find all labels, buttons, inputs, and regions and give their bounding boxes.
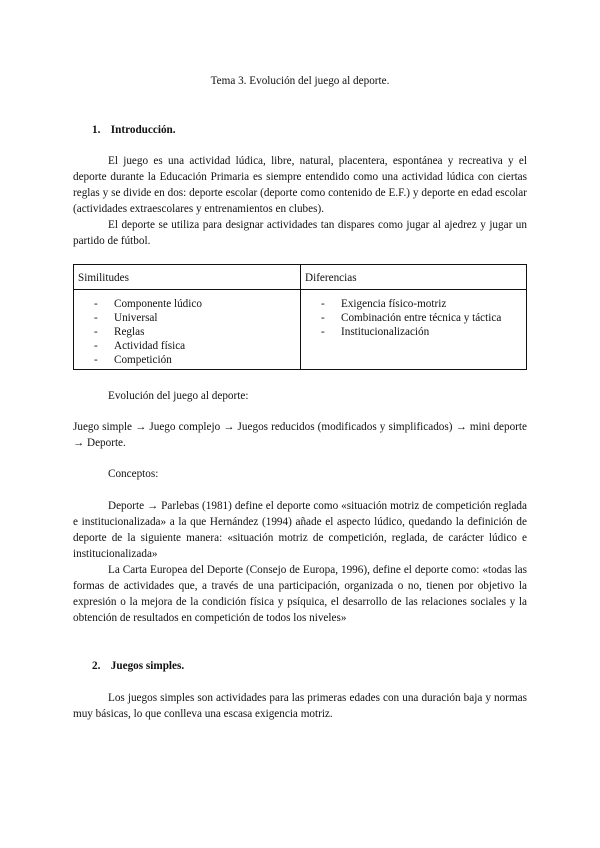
list-item: - Componente lúdico [94, 297, 202, 311]
concepts-label: Conceptos: [108, 468, 159, 480]
list-item: - Universal [94, 311, 202, 325]
section-title: Introducción. [110, 124, 176, 136]
intro-paragraph-1: El juego es una actividad lúdica, libre, natural, placentera, espontánea y recreativa y el deporte durante la Educación Primaria es siempre entendido como una actividad lúdica con ciertas reglas y se divide en dos: deporte escolar (deporte como contenido de E.F.) y deporte en edad escolar (actividades extraescolares y entrenamientos en clubes). [73, 155, 527, 215]
section-number: 2. [92, 660, 101, 672]
juegos-simples-paragraph: Los juegos simples son actividades para las primeras edades con una duración baja y normas muy básicas, lo que conlleva una escasa exigencia motriz. [73, 692, 527, 720]
list-item: - Reglas [94, 325, 202, 339]
section-number: 1. [92, 124, 101, 136]
evolution-chain: Juego simple → Juego complejo → Juegos reducidos (modificados y simplificados) → mini deporte → Deporte. [73, 421, 527, 449]
section-heading-introduccion [92, 122, 176, 138]
list-item: - Exigencia físico-motriz [321, 297, 501, 311]
diferencias-list [321, 297, 501, 339]
list-item: - Institucionalización [321, 325, 501, 339]
document-title: Tema 3. Evolución del juego al deporte. [210, 75, 390, 87]
section-heading-juegos-simples [92, 658, 184, 674]
section-title: Juegos simples. [110, 660, 185, 672]
list-item: - Combinación entre técnica y táctica [321, 311, 501, 325]
evolution-label: Evolución del juego al deporte: [108, 390, 249, 402]
table-column-divider [300, 265, 301, 369]
table-header-similitudes: Similitudes [78, 272, 129, 284]
comparison-table [73, 264, 527, 370]
list-item: - Competición [94, 353, 202, 367]
table-header-diferencias: Diferencias [305, 272, 357, 284]
intro-paragraph-2: El deporte se utiliza para designar actividades tan dispares como jugar al ajedrez y jugar un partido de fútbol. [73, 219, 527, 247]
similitudes-list [94, 297, 202, 367]
concept-paragraph-carta-europea: La Carta Europea del Deporte (Consejo de Europa, 1996), define el deporte como: «todas las formas de actividades que, a través de una participación, organizada o no, tienen por objetivo la expresión o la mejora de la condición física y psíquica, el desarrollo de las relaciones sociales y la obtención de resultados en competición de todos los niveles» [73, 564, 527, 624]
list-item: - Actividad física [94, 339, 202, 353]
concept-paragraph-parlebas: Deporte → Parlebas (1981) define el deporte como «situación motriz de competición reglada e institucionalizada» a la que Hernández (1994) añade el aspecto lúdico, quedando la definición de deporte de la siguiente manera: «situación motriz de competición, reglada, de carácter lúdico e institucionalizada» [73, 500, 527, 560]
table-header-divider [74, 289, 526, 290]
